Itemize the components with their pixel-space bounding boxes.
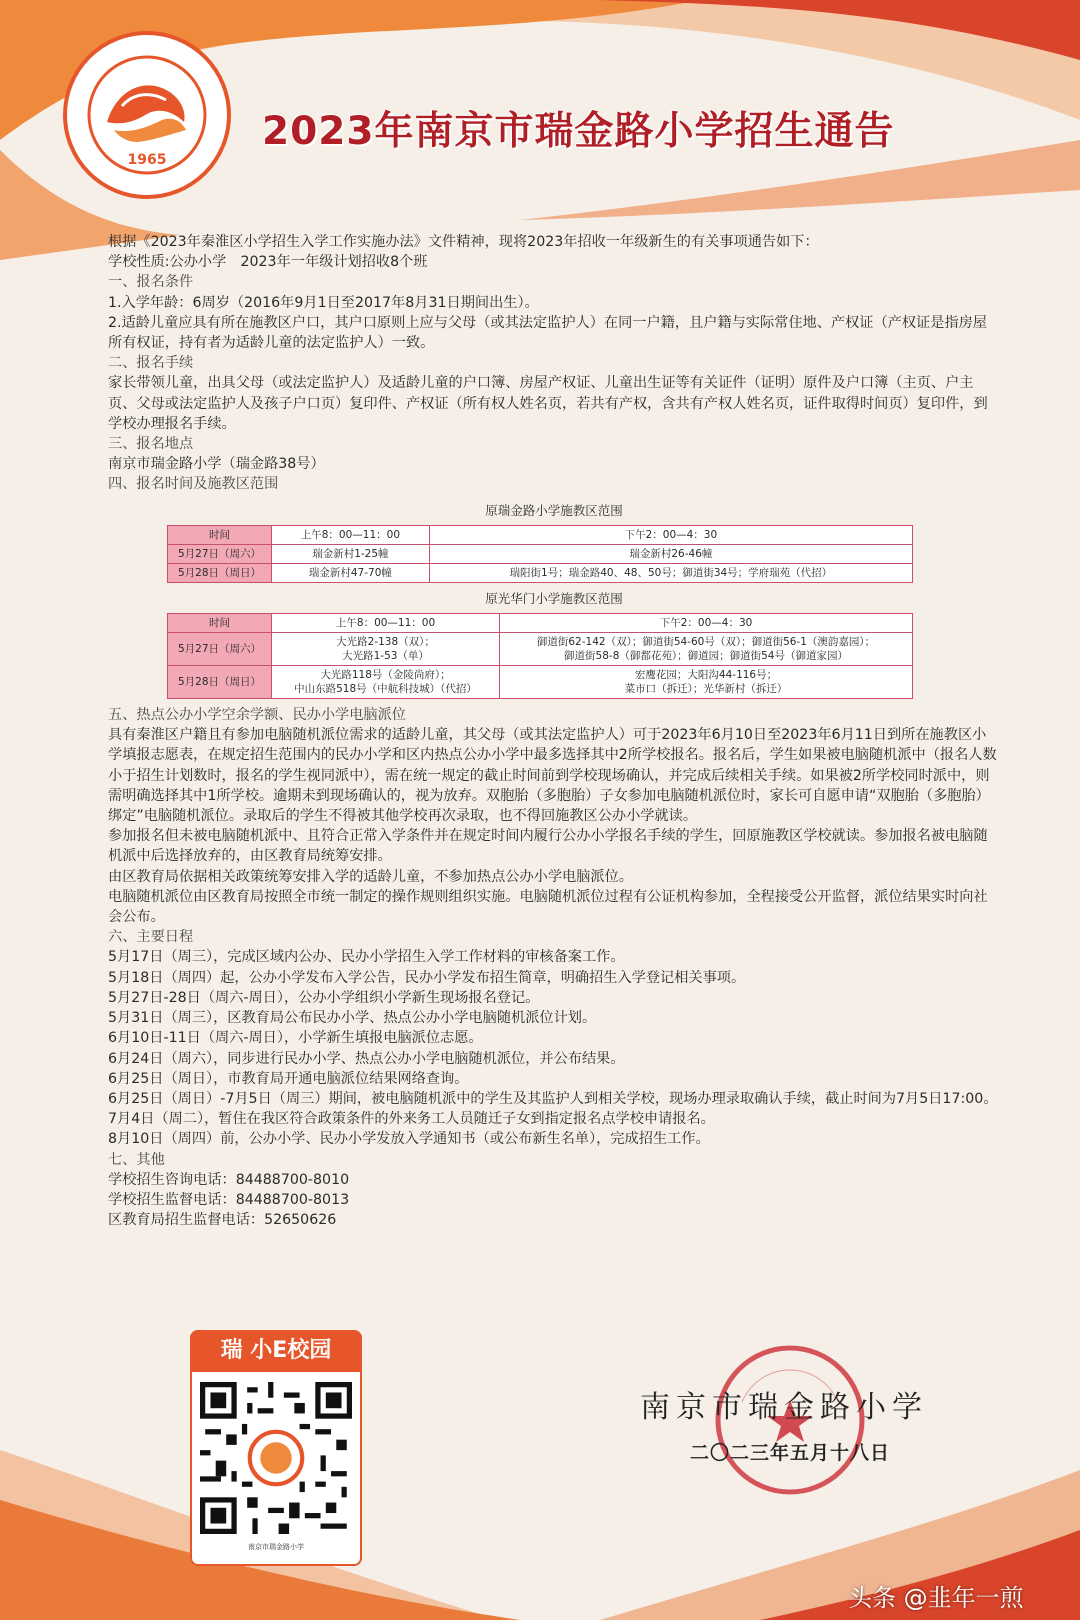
table-cell: 5月27日（周六）: [168, 633, 272, 666]
paragraph: 南京市瑞金路小学（瑞金路38号）: [108, 456, 325, 473]
table-row: [168, 563, 913, 582]
qr-code-card[interactable]: [190, 1330, 362, 1566]
table-cell: 5月27日（周六）: [168, 544, 272, 563]
table-row: [168, 666, 913, 699]
table-cell: 瑞金新村47-70幢: [272, 563, 430, 582]
table-header-row: [168, 525, 913, 544]
watermark: 头条 @韭年一煎: [848, 1584, 1024, 1612]
school-logo: [62, 30, 232, 200]
section-heading: 七、其他: [108, 1151, 165, 1168]
schedule-item: 5月31日（周三），区教育局公布民办小学、热点公办小学电脑随机派位计划。: [108, 1010, 597, 1027]
table-cell: 大光路118号（金陵尚府）； 中山东路518号（中航科技城）（代招）: [272, 666, 500, 699]
notice-body: [108, 232, 1000, 1230]
table-cell: 瑞金新村26-46幢: [429, 544, 912, 563]
page-title: 2023年南京市瑞金路小学招生通告: [262, 109, 895, 154]
paragraph: 由区教育局依据相关政策统筹安排入学的适龄儿童，不参加热点公办小学电脑派位。: [108, 868, 633, 885]
table-cell: 瑞阳街1号；瑞金路40、48、50号；御道街34号；学府瑞苑（代招）: [429, 563, 912, 582]
notice-date: 二〇二三年五月十八日: [690, 1442, 891, 1464]
table-cell: 5月28日（周日）: [168, 666, 272, 699]
table-row: [168, 633, 913, 666]
section-heading: 一、报名条件: [108, 274, 194, 291]
paragraph: 家长带领儿童，出具父母（或法定监护人）及适龄儿童的户口簿、房屋产权证、儿童出生证等有关证件（证明）原件及户口簿（主页、户主页、父母或法定监护人及孩子户口页）复印件、产权证（所有权人姓名页，若共有产权，含共有产权人姓名页，证件取得时间页）复印件，到学校办理报名手续。: [108, 375, 988, 432]
section-heading: 五、热点公办小学空余学额、民办小学电脑派位: [108, 707, 406, 724]
schedule-item: 6月25日（周日），市教育局开通电脑派位结果网络查询。: [108, 1070, 469, 1087]
table-cell: 宏鹰花园；大阳沟44-116号； 菜市口（拆迁）；光华新村（拆迁）: [500, 666, 913, 699]
table-title: 原瑞金路小学施教区范围: [485, 502, 623, 518]
intro-line: 学校性质:公办小学 2023年一年级计划招收8个班: [108, 254, 428, 271]
section-heading: 四、报名时间及施教区范围: [108, 476, 279, 493]
schedule-item: 5月27日-28日（周六-周日），公办小学组织小学新生现场报名登记。: [108, 989, 540, 1006]
table-cell: 下午2：00—4：30: [429, 525, 912, 544]
district-table-ruijin: [167, 525, 913, 583]
section-heading: 六、主要日程: [108, 929, 194, 946]
schedule-item: 5月17日（周三），完成区域内公办、民办小学招生入学工作材料的审核备案工作。: [108, 949, 625, 966]
signature-school-name: 南京市瑞金路小学: [640, 1390, 928, 1425]
schedule-item: 7月4日（周二），暂住在我区符合政策条件的外来务工人员随迁子女到指定报名点学校申请报名。: [108, 1111, 715, 1128]
paragraph: 电脑随机派位由区教育局按照全市统一制定的操作规则组织实施。电脑随机派位过程有公证机构参加，全程接受公开监督，派位结果实时向社会公布。: [108, 888, 988, 926]
schedule-item: 6月10日-11日（周六-周日），小学新生填报电脑派位志愿。: [108, 1030, 483, 1047]
schedule-item: 6月24日（周六），同步进行民办小学、热点公办小学电脑随机派位，并公布结果。: [108, 1050, 625, 1067]
table-cell: 时间: [168, 614, 272, 633]
district-table-guanghuamen: [167, 613, 913, 699]
table-cell: 5月28日（周日）: [168, 563, 272, 582]
contact-line: 区教育局招生监督电话：52650626: [108, 1212, 337, 1229]
paragraph: 具有秦淮区户籍且有参加电脑随机派位需求的适龄儿童，其父母（或其法定监护人）可于2023年6月10日至2023年6月11日到所在施教区小学填报志愿表，在规定招生范围内的民办小学和区内热点公办小学中最多选择其中2所学校报名。报名后，学生如果被电脑随机派中（报名人数小于招生计划数时，报名的学生视同派中），需在统一规定的截止时间前到学校现场确认，并完成后续相关手续。如果被2所学校同时派中，则需明确选择其中1所学校。逾期未到现场确认的，视为放弃。双胞胎（多胞胎）子女参加电脑随机派位时，家长可自愿申请“双胞胎（多胞胎）绑定”电脑随机派位。录取后的学生不得被其他学校再次录取，也不得回施教区公办小学就读。: [108, 727, 997, 825]
intro-line: 根据《2023年秦淮区小学招生入学工作实施办法》文件精神，现将2023年招收一年级新生的有关事项通告如下：: [108, 234, 819, 250]
table-title: 原光华门小学施教区范围: [485, 590, 623, 606]
schedule-item: 5月18日（周四）起，公办小学发布入学公告，民办小学发布招生简章，明确招生入学登记相关事项。: [108, 969, 746, 986]
paragraph: 1.入学年龄：6周岁（2016年9月1日至2017年8月31日期间出生）。: [108, 294, 539, 311]
section-heading: 二、报名手续: [108, 355, 194, 372]
schedule-item: 6月25日（周日）-7月5日（周三）期间，被电脑随机派中的学生及其监护人到相关学校，现场办理录取确认手续，截止时间为7月5日17:00。: [108, 1090, 998, 1107]
table-cell: 上午8：00—11：00: [272, 614, 500, 633]
table-cell: 御道街62-142（双）；御道街54-60号（双）；御道街56-1（澳韵嘉园）； 御道街58-8（御都花苑）；御道园；御道街54号（御道家园）: [500, 633, 913, 666]
paragraph: 2.适龄儿童应具有所在施教区户口，其户口原则上应与父母（或其法定监护人）在同一户籍，且户籍与实际常住地、产权证（产权证是指房屋所有权证，持有者为适龄儿童的法定监护人）一致。: [108, 314, 987, 352]
table-cell: 下午2：00—4：30: [500, 614, 913, 633]
qr-card-footer: 南京市瑞金路小学: [248, 1543, 304, 1551]
section-heading: 三、报名地点: [108, 436, 194, 453]
table-row: [168, 544, 913, 563]
contact-line: 学校招生咨询电话：84488700-8010: [108, 1171, 350, 1188]
table-cell: 时间: [168, 525, 272, 544]
logo-year: 1965: [127, 152, 167, 168]
table-cell: 大光路2-138（双）； 大光路1-53（单）: [272, 633, 500, 666]
table-cell: 瑞金新村1-25幢: [272, 544, 430, 563]
table-header-row: [168, 614, 913, 633]
paragraph: 参加报名但未被电脑随机派中、且符合正常入学条件并在规定时间内履行公办小学报名手续的学生，回原施教区学校就读。参加报名被电脑随机派中后选择放弃的，由区教育局统筹安排。: [108, 828, 988, 865]
table-cell: 上午8：00—11：00: [272, 525, 430, 544]
contact-line: 学校招生监督电话：84488700-8013: [108, 1191, 350, 1208]
qr-code-image[interactable]: [200, 1382, 352, 1534]
schedule-item: 8月10日（周四）前，公办小学、民办小学发放入学通知书（或公布新生名单），完成招生工作。: [108, 1131, 710, 1148]
qr-card-header: 瑞 小E校园: [190, 1330, 362, 1372]
